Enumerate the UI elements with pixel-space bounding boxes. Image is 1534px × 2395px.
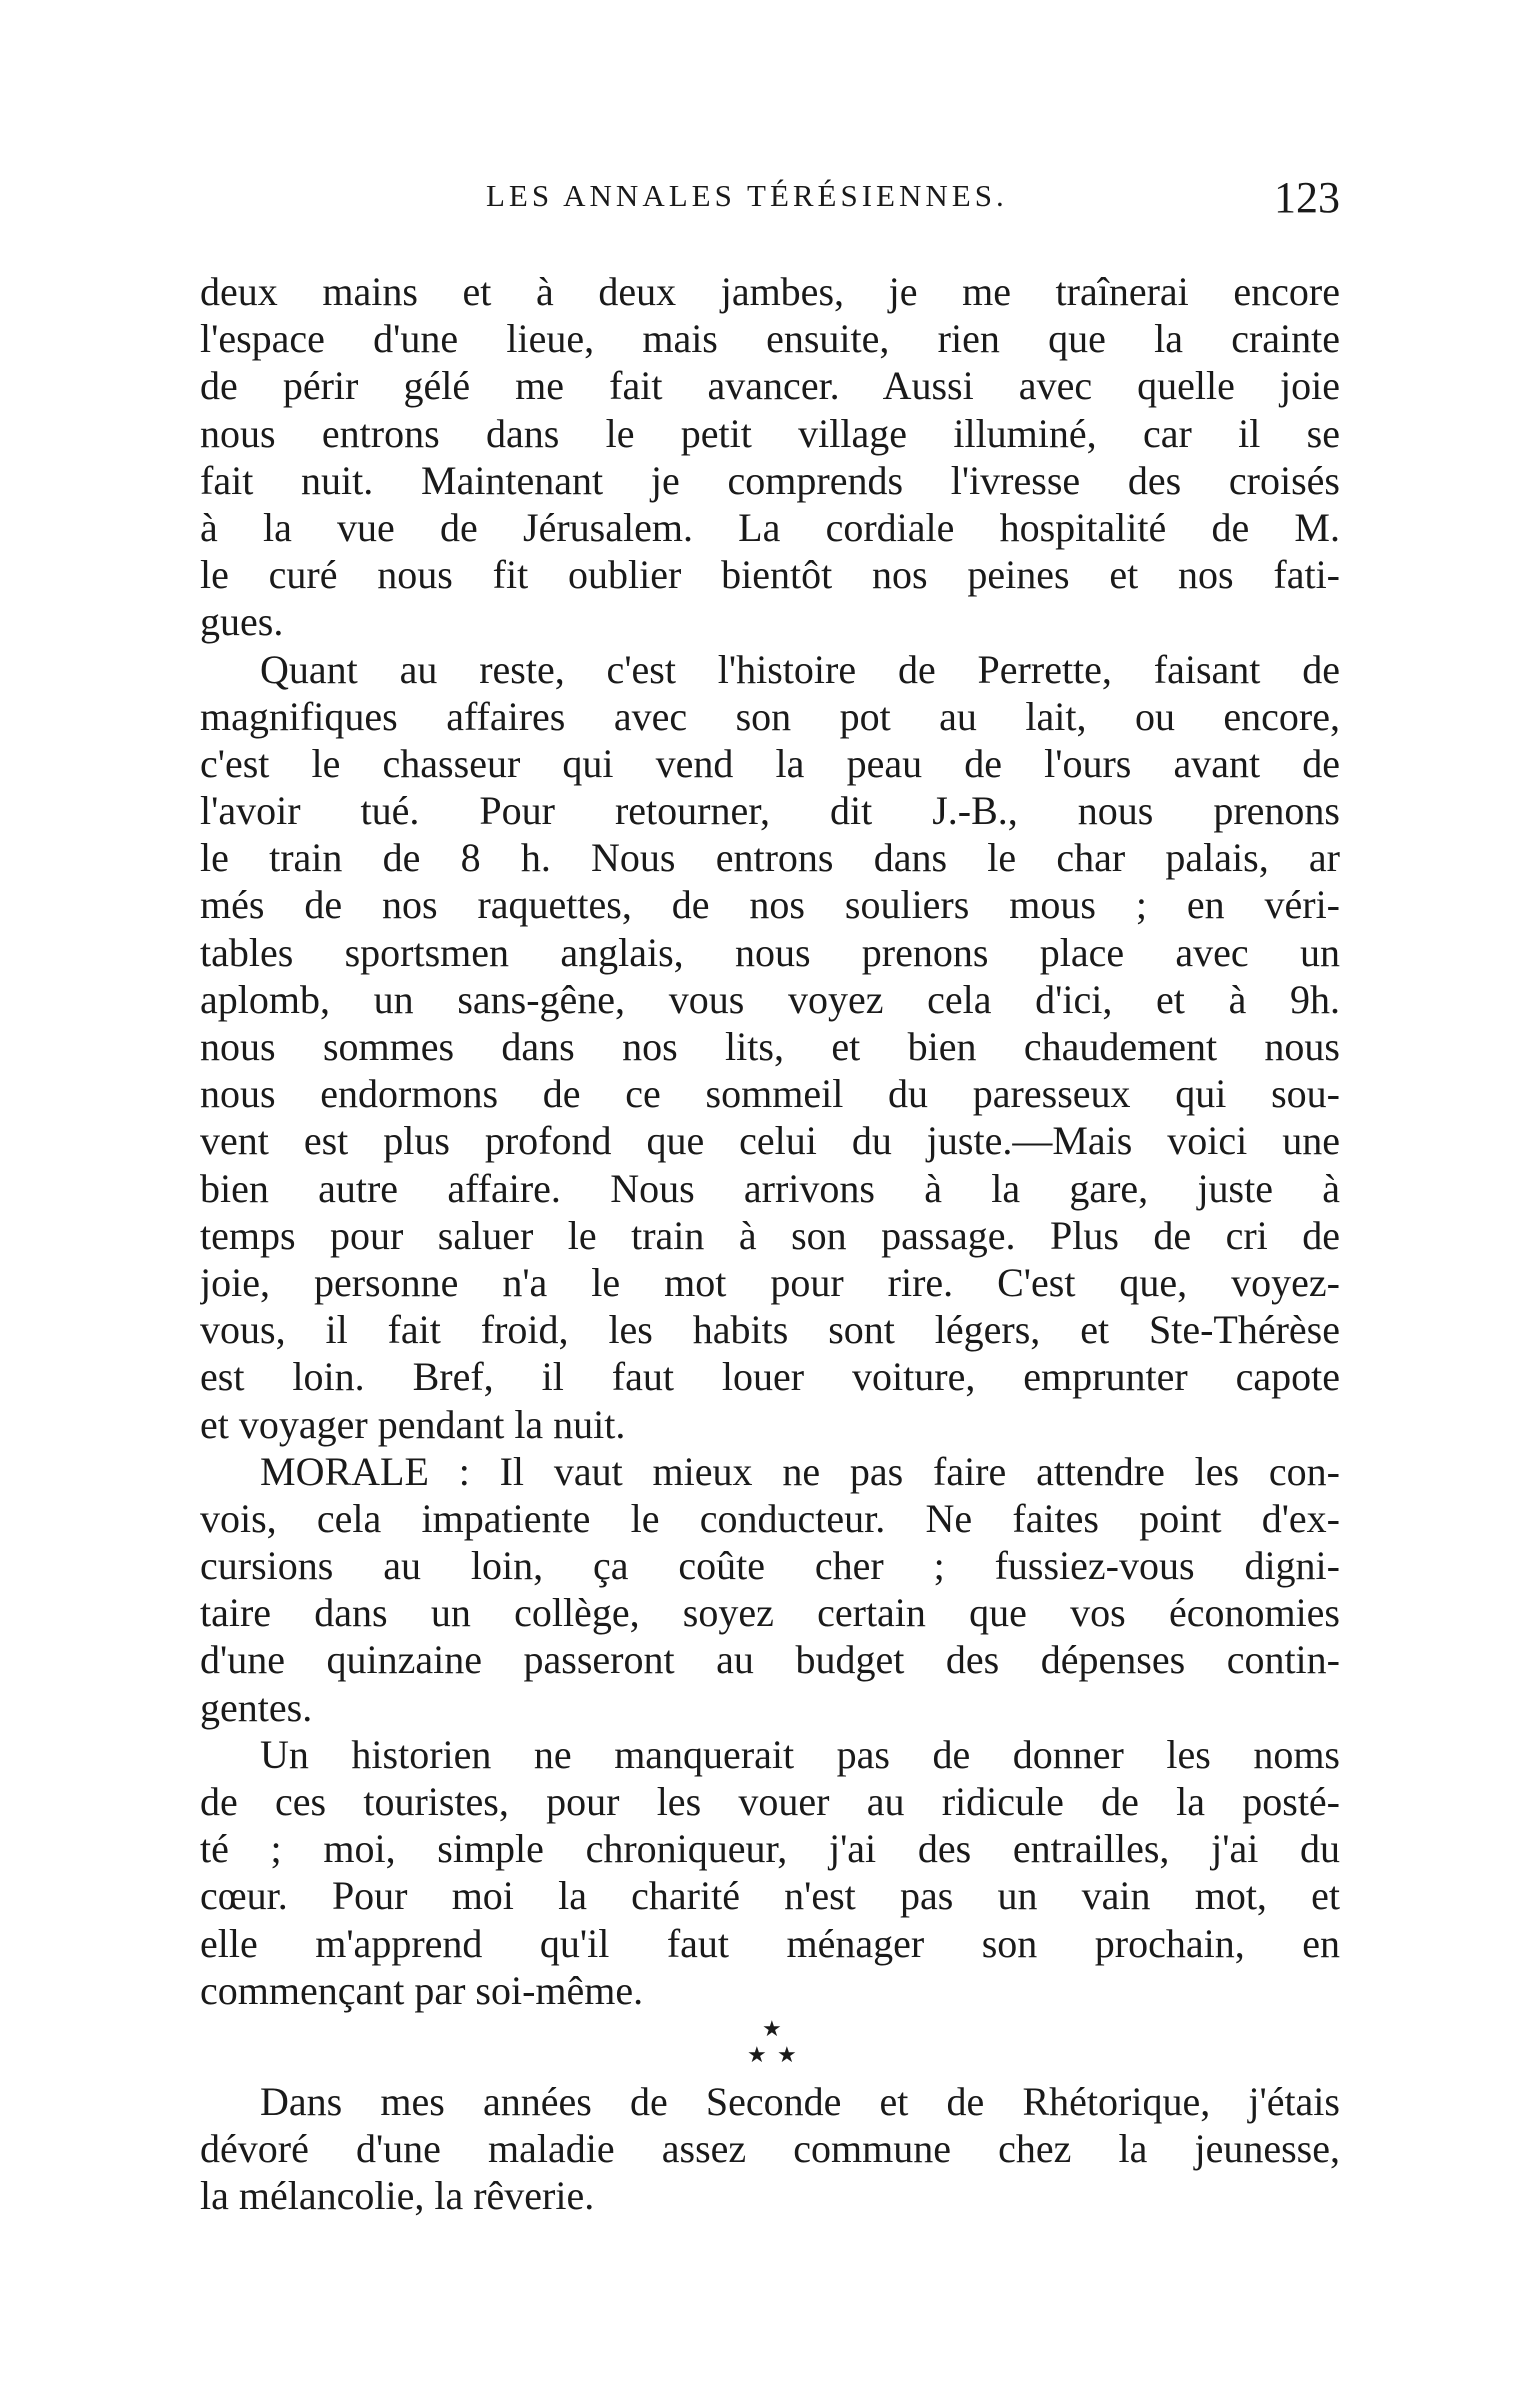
text-line: gentes. <box>200 1684 313 1730</box>
text-line: l'espace d'une lieue, mais ensuite, rien que la crainte <box>200 316 1340 362</box>
text-line: commençant par soi-même. <box>200 1967 644 2013</box>
page-number: 123 <box>1274 173 1340 222</box>
text-line: més de nos raquettes, de nos souliers mous ; en véri- <box>200 882 1340 928</box>
section-break-asterism <box>200 2014 1340 2078</box>
text-line: fait nuit. Maintenant je comprends l'ivresse des croisés <box>200 457 1340 503</box>
body-text <box>200 268 1340 2220</box>
text-line: le curé nous fit oublier bientôt nos peines et nos fati- <box>200 552 1340 598</box>
asterism-star-icon: ★ <box>777 2041 797 2067</box>
text-line: et voyager pendant la nuit. <box>200 1401 626 1447</box>
text-line: nous endormons de ce sommeil du paresseux qui sou- <box>200 1071 1340 1117</box>
text-line: à la vue de Jérusalem. La cordiale hospitalité de M. <box>200 504 1340 550</box>
running-header <box>200 173 1340 238</box>
text-line: té ; moi, simple chroniqueur, j'ai des entrailles, j'ai du <box>200 1826 1340 1872</box>
moral-paragraph-start: MORALE : Il vaut mieux ne pas faire attendre les con- <box>260 1448 1340 1494</box>
asterism-star-icon: ★ <box>747 2041 767 2067</box>
text-line: vous, il fait froid, les habits sont légers, et Ste-Thérèse <box>200 1307 1340 1353</box>
text-line: est loin. Bref, il faut louer voiture, emprunter capote <box>200 1354 1340 1400</box>
text-line: nous entrons dans le petit village illuminé, car il se <box>200 410 1340 456</box>
text-line: elle m'apprend qu'il faut ménager son prochain, en <box>200 1920 1340 1966</box>
text-line: deux mains et à deux jambes, je me traînerai encore <box>200 269 1340 314</box>
paragraph-start: Un historien ne manquerait pas de donner les noms <box>260 1731 1340 1777</box>
text-line: cursions au loin, ça coûte cher ; fussiez-vous digni- <box>200 1543 1340 1589</box>
text-line: temps pour saluer le train à son passage. Plus de cri de <box>200 1212 1340 1258</box>
text-line: c'est le chasseur qui vend la peau de l'ours avant de <box>200 740 1340 786</box>
text-line: de périr gélé me fait avancer. Aussi avec quelle joie <box>200 363 1340 409</box>
text-line: dévoré d'une maladie assez commune chez la jeunesse, <box>200 2126 1340 2172</box>
asterism-star-icon: ★ <box>762 2015 782 2041</box>
text-line: gues. <box>200 599 284 645</box>
text-line: vois, cela impatiente le conducteur. Ne faites point d'ex- <box>200 1495 1340 1541</box>
text-line: d'une quinzaine passeront au budget des dépenses contin- <box>200 1637 1340 1683</box>
paragraph-start: Dans mes années de Seconde et de Rhétorique, j'étais <box>260 2078 1340 2124</box>
text-line: le train de 8 h. Nous entrons dans le char palais, ar <box>200 835 1340 881</box>
text-line: de ces touristes, pour les vouer au ridicule de la posté- <box>200 1779 1340 1824</box>
text-line: cœur. Pour moi la charité n'est pas un vain mot, et <box>200 1873 1340 1919</box>
text-line: l'avoir tué. Pour retourner, dit J.-B., nous prenons <box>200 788 1340 834</box>
text-line: la mélancolie, la rêverie. <box>200 2173 595 2219</box>
text-line: taire dans un collège, soyez certain que vos économies <box>200 1590 1340 1636</box>
paragraph-start: Quant au reste, c'est l'histoire de Perrette, faisant de <box>260 646 1340 692</box>
text-line: joie, personne n'a le mot pour rire. C'est que, voyez- <box>200 1259 1340 1305</box>
text-line: vent est plus profond que celui du juste.—Mais voici une <box>200 1118 1340 1164</box>
text-line: aplomb, un sans-gêne, vous voyez cela d'ici, et à 9h. <box>200 976 1340 1022</box>
running-title: LES ANNALES TÉRÉSIENNES. <box>486 178 1008 213</box>
text-line: bien autre affaire. Nous arrivons à la gare, juste à <box>200 1165 1340 1211</box>
text-line: magnifiques affaires avec son pot au lait, ou encore, <box>200 693 1340 739</box>
text-line: tables sportsmen anglais, nous prenons place avec un <box>200 929 1340 975</box>
text-line: nous sommes dans nos lits, et bien chaudement nous <box>200 1024 1340 1069</box>
